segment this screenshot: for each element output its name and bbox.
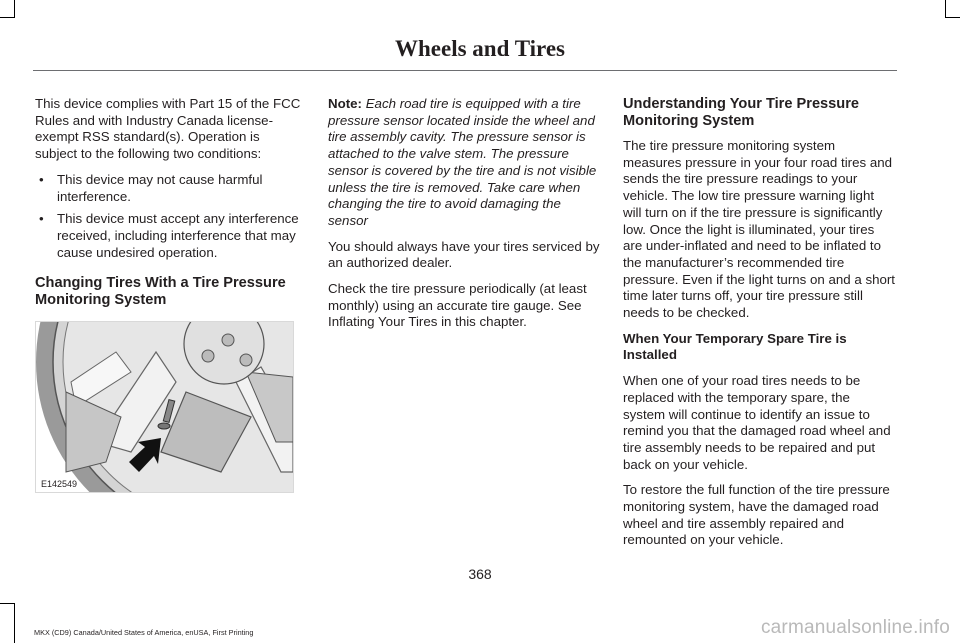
header-rule bbox=[33, 70, 897, 71]
middle-column bbox=[328, 96, 600, 340]
restore-paragraph: To restore the full function of the tire pressure monitoring system, have the damaged road wheel and tire assembly repaired and remounted on your vehicle. bbox=[623, 482, 890, 548]
sub-heading: When Your Temporary Spare Tire is Installed bbox=[623, 330, 847, 363]
footer-text: MKX (CD9) Canada/United States of America, enUSA, First Printing bbox=[34, 628, 254, 637]
note-paragraph bbox=[328, 96, 600, 230]
check-pressure-paragraph: Check the tire pressure periodically (at least monthly) using an accurate tire gauge. See Inflating Your Tires in this chapter. bbox=[328, 281, 587, 330]
note-text: Each road tire is equipped with a tire pressure sensor located inside the wheel and tire assembly cavity. The pressure sensor is attached to the valve stem. The pressure sensor is covered by the tire and is not visible unless the tire is removed. Take care when changing the tire to avoid damaging the sensor bbox=[328, 96, 597, 228]
tire-valve-figure bbox=[35, 321, 294, 493]
crop-mark bbox=[14, 603, 15, 643]
crop-mark bbox=[0, 17, 14, 18]
note-label: Note: bbox=[328, 96, 362, 111]
wheel-illustration bbox=[36, 322, 293, 492]
right-column bbox=[623, 96, 895, 558]
conditions-list bbox=[35, 172, 305, 262]
section-heading: Understanding Your Tire Pressure Monitoring System bbox=[623, 96, 860, 129]
spare-paragraph: When one of your road tires needs to be replaced with the temporary spare, the system will continue to identify an issue to remind you that the damaged road wheel and tire assembly needs to be repaired and put back on your vehicle. bbox=[623, 373, 891, 472]
page-number: 368 bbox=[468, 566, 492, 582]
figure-id: E142549 bbox=[41, 479, 78, 490]
section-heading: Changing Tires With a Tire Pressure Monitoring System bbox=[35, 275, 286, 309]
service-paragraph: You should always have your tires serviced by an authorized dealer. bbox=[328, 238, 600, 271]
crop-mark bbox=[0, 603, 14, 604]
list-item: • This device may not cause harmful interference. bbox=[35, 172, 305, 205]
crop-mark bbox=[14, 0, 15, 18]
page-title: Wheels and Tires bbox=[395, 36, 565, 61]
list-item: • This device must accept any interference received, including interference that may cause undesired operation. bbox=[35, 211, 305, 261]
crop-mark bbox=[945, 0, 946, 18]
watermark: carmanualsonline.info bbox=[760, 617, 950, 638]
crop-mark bbox=[946, 17, 960, 18]
fcc-intro: This device complies with Part 15 of the FCC Rules and with Industry Canada license-exempt RSS standard(s). Operation is subject to the following two conditions: bbox=[35, 96, 301, 162]
left-column bbox=[35, 96, 305, 493]
tpms-paragraph: The tire pressure monitoring system measures pressure in your four road tires and sends the tire pressure readings to your vehicle. The low tire pressure warning light will turn on if the tire pressure is significantly low. Once the light is illuminated, your tires are under-inflated and need to be inflated to the manufacturer’s recommended tire pressure. Even if the light turns on and a short time later turns off, your tire pressure still needs to be checked. bbox=[623, 138, 896, 321]
